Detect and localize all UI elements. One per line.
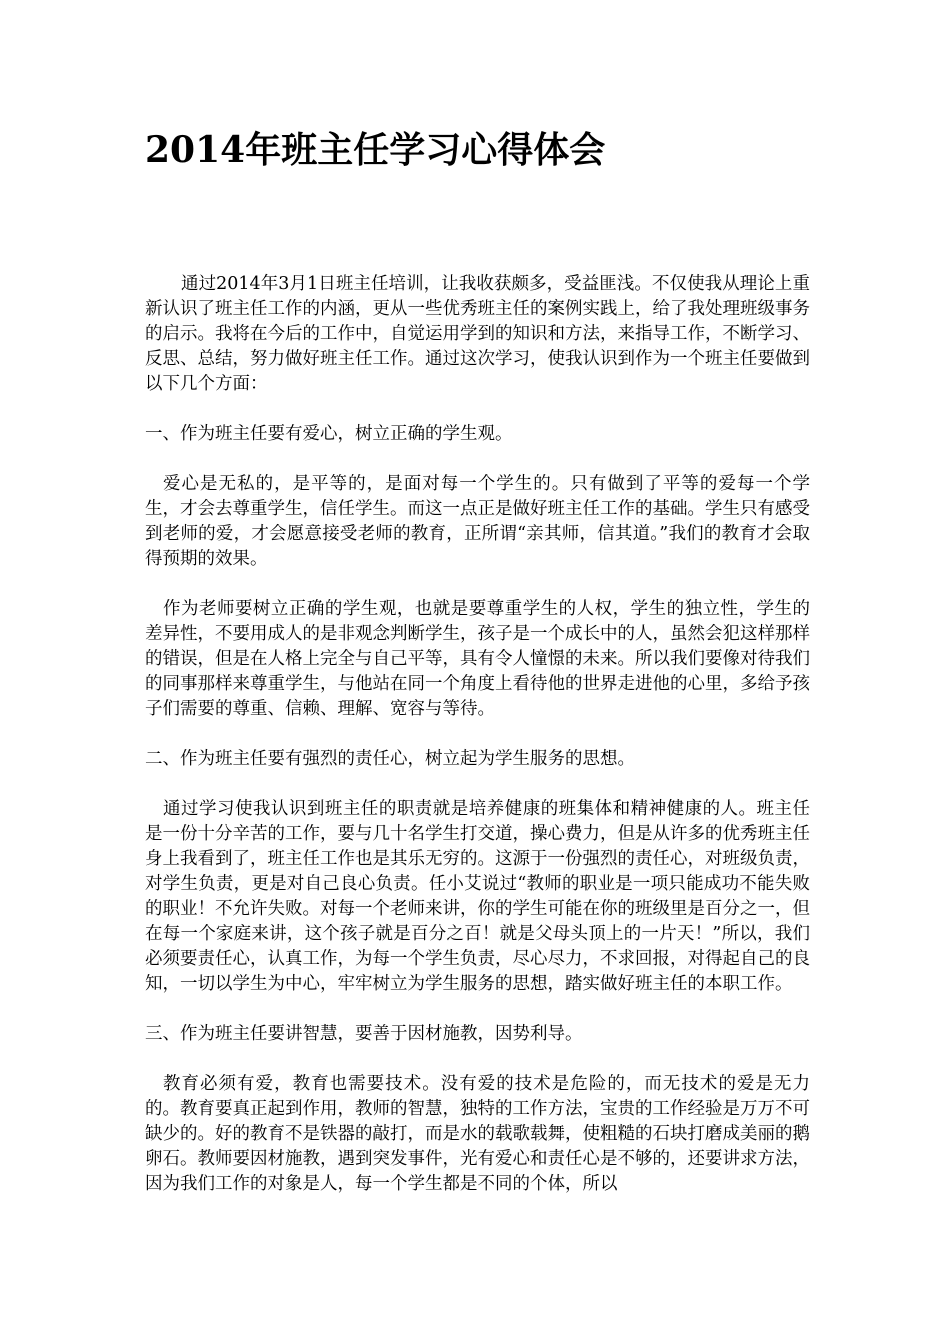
section-heading-3: 三、作为班主任要讲智慧，要善于因材施教，因势利导。 — [145, 1024, 583, 1044]
paragraph-intro: 通过2014年3月1日班主任培训，让我收获颇多，受益匪浅。不仅使我从理论上重新认识了班主任工作的内涵，更从一些优秀班主任的案例实践上，给了我处理班级事务的启示。我将在今后的工作中，自觉运用学到的知识和方法，来指导工作，不断学习、反思、总结，努力做好班主任工作。通过这次学习，使我认识到作为一个班主任要做到以下几个方面： — [145, 274, 810, 394]
paragraph-student-view: 作为老师要树立正确的学生观，也就是要尊重学生的人权，学生的独立性，学生的差异性，不要用成人的是非观念判断学生，孩子是一个成长中的人，虽然会犯这样那样的错误，但是在人格上完全与自己平等，具有令人憧憬的未来。所以我们要像对待我们的同事那样来尊重学生，与他站在同一个角度上看待他的世界走进他的心里，多给予孩子们需要的尊重、信赖、理解、宽容与等待。 — [145, 599, 810, 719]
section-heading-2: 二、作为班主任要有强烈的责任心，树立起为学生服务的思想。 — [145, 749, 635, 769]
paragraph-love: 爱心是无私的，是平等的，是面对每一个学生的。只有做到了平等的爱每一个学生，才会去尊重学生，信任学生。而这一点正是做好班主任工作的基础。学生只有感受到老师的爱，才会愿意接受老师的教育，正所谓“亲其师，信其道。”我们的教育才会取得预期的效果。 — [145, 474, 810, 569]
paragraph-responsibility: 通过学习使我认识到班主任的职责就是培养健康的班集体和精神健康的人。班主任是一份十分辛苦的工作，要与几十名学生打交道，操心费力，但是从许多的优秀班主任身上我看到了，班主任工作也是其乐无穷的。这源于一份强烈的责任心，对班级负责，对学生负责，更是对自己良心负责。任小艾说过“教师的职业是一项只能成功不能失败的职业！不允许失败。对每一个老师来讲，你的学生可能在你的班级里是百分之一，但在每一个家庭来讲，这个孩子就是百分之百！就是父母头顶上的一片天！”所以，我们必须要责任心，认真工作，为每一个学生负责，尽心尽力，不求回报，对得起自己的良知，一切以学生为中心，牢牢树立为学生服务的思想，踏实做好班主任的本职工作。 — [145, 799, 810, 994]
section-heading-1: 一、作为班主任要有爱心，树立正确的学生观。 — [145, 424, 513, 444]
document-title: 2014年班主任学习心得体会 — [145, 129, 606, 171]
document-body — [145, 272, 810, 1197]
paragraph-wisdom: 教育必须有爱，教育也需要技术。没有爱的技术是危险的，而无技术的爱是无力的。教育要真正起到作用，教师的智慧，独特的工作方法，宝贵的工作经验是万万不可缺少的。好的教育不是铁器的敲打，而是水的载歌载舞，使粗糙的石块打磨成美丽的鹅卵石。教师要因材施教，遇到突发事件，光有爱心和责任心是不够的，还要讲求方法，因为我们工作的对象是人，每一个学生都是不同的个体，所以 — [145, 1074, 810, 1194]
